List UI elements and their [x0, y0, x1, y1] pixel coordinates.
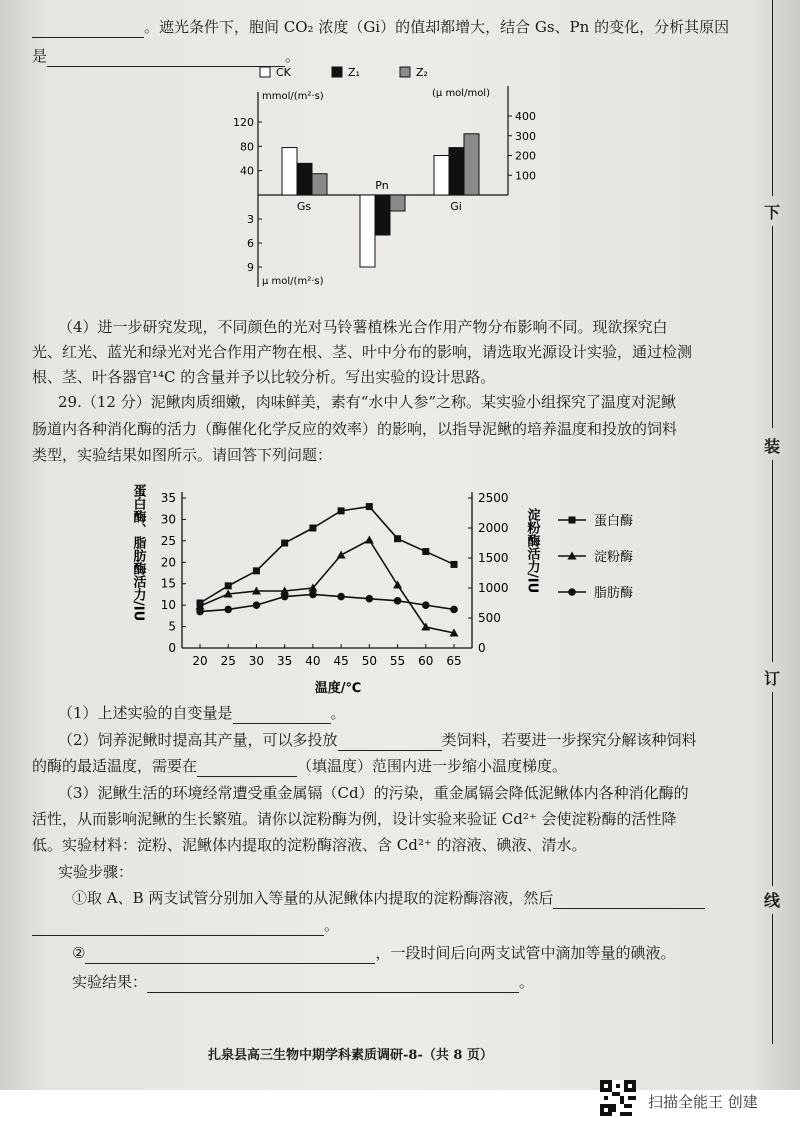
tick-label: 30 — [248, 654, 265, 668]
steps-title: 实验步骤： — [58, 863, 134, 881]
point-marker — [366, 503, 373, 510]
question-text: （2）饲养泥鳅时提高其产量，可以多投放 — [58, 731, 338, 749]
tick-label: 300 — [515, 129, 536, 143]
tick-label: 2000 — [478, 521, 509, 535]
tick-label: 0 — [168, 641, 176, 655]
point-marker — [394, 597, 402, 605]
answer-blank[interactable] — [553, 908, 705, 909]
bar — [464, 134, 479, 195]
step-1-cont — [32, 914, 339, 936]
question-29-line-3: 类型，实验结果如图所示。请回答下列问题： — [32, 446, 333, 464]
qr-code-icon — [600, 1080, 636, 1116]
point-marker — [365, 536, 374, 544]
binding-char: 线 — [764, 891, 781, 910]
x-axis-label: 温度/℃ — [314, 681, 362, 696]
question-text: ①取 A、B 两支试管分别加入等量的从泥鳅体内提取的淀粉酶溶液，然后 — [72, 889, 554, 907]
point-marker — [366, 595, 374, 603]
legend-swatch — [260, 67, 270, 77]
binding-line — [772, 914, 773, 1044]
legend-label: CK — [276, 66, 291, 79]
point-marker — [394, 535, 401, 542]
tick-label: 120 — [233, 116, 254, 129]
tick-label: 55 — [389, 654, 406, 668]
point-marker — [224, 606, 232, 614]
question-line — [32, 16, 729, 38]
y-axis-label-right: 淀粉酶活力/IU — [524, 508, 540, 594]
subquestion-3-line-3: 低。实验材料：淀粉、泥鳅体内提取的淀粉酶溶液、含 Cd²⁺ 的溶液、碘液、清水。 — [32, 836, 587, 854]
answer-blank[interactable] — [338, 750, 442, 751]
step-1 — [72, 887, 705, 909]
bar — [282, 148, 297, 195]
category-label: Gs — [296, 200, 312, 213]
legend-label: 淀粉酶 — [594, 550, 634, 565]
bar — [390, 195, 405, 211]
tick-label: 15 — [160, 576, 176, 591]
axis-label-right: (μ mol/mol) — [432, 88, 490, 99]
tick-label: 80 — [240, 140, 254, 154]
stomata-bar-chart — [222, 62, 562, 294]
bar — [375, 195, 390, 235]
question-text: （1）上述实验的自变量是 — [58, 704, 233, 722]
tick-label: 25 — [220, 654, 236, 668]
question-4-line-2: 光、红光、蓝光和绿光对光合作用产物在根、茎、叶中分布的影响，请选取光源设计实验，通过检测 — [32, 343, 693, 361]
binding-line — [772, 226, 773, 428]
tick-label: 1500 — [478, 551, 509, 565]
tick-label: 40 — [240, 164, 254, 178]
answer-blank[interactable] — [147, 992, 519, 993]
category-label: Pn — [375, 179, 389, 192]
tick-label: 5 — [168, 619, 176, 634]
point-marker — [568, 588, 576, 596]
question-text: ，一段时间后向两支试管中滴加等量的碘液。 — [375, 944, 676, 962]
tick-label: 3 — [247, 213, 254, 226]
question-text: 。 — [285, 47, 301, 65]
legend-label: 蛋白酶 — [594, 514, 634, 529]
question-text: 。遮光条件下，胞间 CO₂ 浓度（Gi）的值却都增大，结合 Gs、Pn 的变化，分析其原因 — [144, 18, 730, 36]
question-29-line-2: 肠道内各种消化酶的活力（酶催化化学反应的效率）的影响，以指导泥鳅的培养温度和投放的饲料 — [32, 420, 678, 438]
answer-blank[interactable] — [32, 37, 144, 38]
answer-blank[interactable] — [197, 776, 297, 777]
binding-line — [772, 692, 773, 886]
tick-label: 20 — [160, 555, 176, 570]
subquestion-2 — [58, 729, 697, 751]
answer-blank[interactable] — [233, 723, 331, 724]
subquestion-2-cont — [32, 755, 567, 777]
tick-label: 0 — [478, 641, 486, 655]
question-text: （填温度）范围内进一步缩小温度梯度。 — [297, 757, 568, 775]
question-text: 实验结果： — [72, 973, 148, 991]
tick-label: 9 — [247, 261, 254, 274]
scanner-credit: 扫描全能王 创建 — [648, 1093, 758, 1111]
point-marker — [451, 561, 458, 568]
question-text: 。 — [330, 704, 346, 722]
category-label: Gi — [450, 200, 462, 213]
tick-label: 30 — [160, 512, 176, 527]
answer-blank[interactable] — [32, 935, 324, 936]
tick-label: 100 — [515, 169, 536, 183]
point-marker — [225, 582, 232, 589]
legend-label: Z₂ — [416, 66, 428, 79]
tick-label: 500 — [478, 611, 501, 625]
point-marker — [309, 525, 316, 532]
point-marker — [422, 548, 429, 555]
question-29-line-1: 29.（12 分）泥鳅肉质细嫩，肉味鲜美，素有“水中人参”之称。某实验小组探究了温度对泥鳅 — [58, 393, 677, 411]
binding-line — [772, 460, 773, 662]
tick-label: 35 — [160, 491, 176, 505]
question-text: 。 — [324, 916, 340, 934]
point-marker — [281, 540, 288, 547]
enzyme-line-chart — [120, 472, 680, 700]
bar — [297, 163, 312, 195]
series-line — [200, 594, 454, 611]
axis-label-top: mmol/(m²·s) — [262, 91, 324, 102]
point-marker — [309, 591, 317, 599]
tick-label: 25 — [160, 533, 176, 548]
question-4-line-1: （4）进一步研究发现，不同颜色的光对马铃薯植株光合作用产物分布影响不同。现欲探究白 — [58, 318, 668, 336]
binding-line — [772, 0, 773, 196]
bar — [360, 195, 375, 267]
series-line — [200, 540, 454, 633]
tick-label: 400 — [515, 110, 536, 123]
point-marker — [569, 517, 576, 524]
binding-char: 装 — [764, 437, 781, 456]
point-marker — [337, 551, 346, 559]
point-marker — [253, 567, 260, 574]
tick-label: 60 — [418, 654, 434, 668]
y-axis-label-left: 蛋白酶、脂肪酶活力/IU — [130, 484, 146, 622]
page-footer: 扎泉县高三生物中期学科素质调研-8-（共 8 页） — [208, 1048, 493, 1063]
subquestion-3-line-2: 活性，从而影响泥鳅的生长繁殖。请你以淀粉酶为例，设计实验来验证 Cd²⁺ 会使淀粉酶的活性降 — [32, 810, 677, 828]
subquestion-1 — [58, 702, 346, 724]
point-marker — [338, 507, 345, 514]
tick-label: 35 — [277, 654, 293, 668]
point-marker — [253, 601, 261, 609]
tick-label: 2500 — [478, 491, 509, 505]
answer-blank[interactable] — [85, 963, 375, 964]
question-text: 的酶的最适温度，需要在 — [32, 757, 198, 775]
legend-swatch — [400, 67, 410, 77]
bar — [449, 148, 464, 195]
legend-label: 脂肪酶 — [594, 586, 634, 601]
question-4-line-3: 根、茎、叶各器官¹⁴C 的含量并予以比较分析。写出实验的设计思路。 — [32, 368, 496, 386]
tick-label: 200 — [515, 149, 536, 163]
point-marker — [196, 608, 204, 616]
subquestion-3-line-1: （3）泥鳅生活的环境经常遭受重金属镉（Cd）的污染，重金属镉会降低泥鳅体内各种消化酶的 — [58, 784, 689, 802]
legend-swatch — [332, 67, 342, 77]
point-marker — [337, 593, 345, 601]
binding-char: 下 — [764, 203, 781, 222]
point-marker — [422, 601, 430, 609]
step-2 — [72, 942, 675, 964]
bar — [434, 156, 449, 196]
bar — [312, 174, 327, 195]
tick-label: 10 — [160, 598, 176, 613]
question-text: 类饲料，若要进一步探究分解该种饲料 — [441, 731, 697, 749]
point-marker — [393, 581, 402, 589]
tick-label: 45 — [333, 654, 349, 668]
axis-label-bottom: μ mol/(m²·s) — [262, 276, 324, 287]
tick-label: 20 — [192, 654, 208, 668]
result-line — [72, 971, 534, 993]
binding-char: 订 — [764, 669, 781, 688]
question-text: 。 — [519, 973, 535, 991]
question-text: ② — [72, 944, 86, 962]
tick-label: 6 — [247, 237, 254, 250]
tick-label: 40 — [305, 654, 321, 668]
tick-label: 65 — [446, 654, 462, 668]
tick-label: 50 — [361, 654, 377, 668]
legend-label: Z₁ — [348, 66, 360, 79]
point-marker — [450, 606, 458, 614]
point-marker — [281, 593, 289, 601]
series-line — [200, 507, 454, 603]
tick-label: 1000 — [478, 581, 509, 595]
question-text: 是 — [32, 47, 48, 65]
